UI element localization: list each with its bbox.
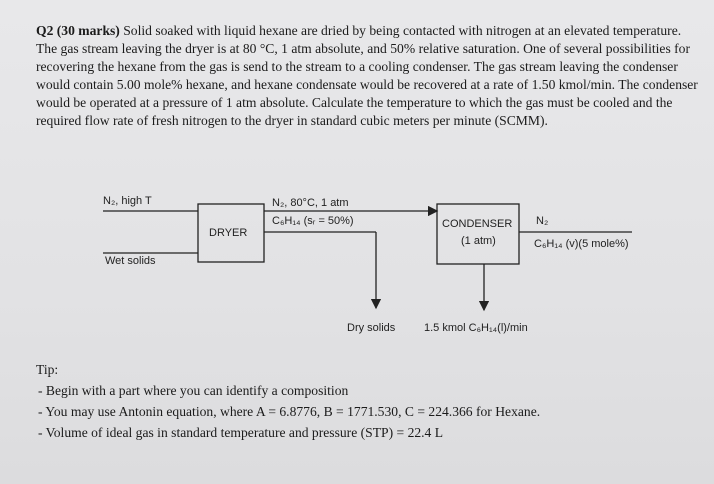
label-outlet-n2: N₂: [536, 215, 549, 227]
label-wet-solids: Wet solids: [105, 255, 156, 267]
label-dry-solids: Dry solids: [347, 322, 396, 334]
tips-section: [36, 359, 696, 443]
label-n2-inlet: N₂, high T: [103, 195, 152, 207]
label-dryer: DRYER: [209, 227, 248, 239]
tip-item: - Volume of ideal gas in standard temperature and pressure (STP) = 22.4 L: [38, 425, 444, 440]
label-outlet-hexane: C₆H₁₄ (v)(5 mole%): [534, 238, 629, 250]
problem-statement: [36, 22, 704, 131]
label-condenser: CONDENSER: [442, 218, 513, 230]
label-stream2-line1: N₂, 80°C, 1 atm: [272, 197, 349, 209]
tip-item: - Begin with a part where you can identify a composition: [38, 383, 349, 398]
problem-text: Solid soaked with liquid hexane are dried by being contacted with nitrogen at an elevated temperature. The gas stream leaving the dryer is at 80 °C, 1 atm absolute, and 50% relative saturation. One of several possibilities for recovering the hexane from the gas is send to the stream to a cooling condenser. The gas stream leaving the condenser would contain 5.00 mole% hexane, and hexane condensate would be recovered at a rate of 1.50 kmol/min. The condenser would be operated at a pressure of 1 atm absolute. Calculate the temperature to which the gas must be cooled and the required flow rate of fresh nitrogen to the dryer in standard cubic meters per minute (SCMM).: [36, 23, 698, 129]
tips-title: Tip:: [36, 362, 59, 377]
condenser-unit: [437, 204, 519, 264]
problem-heading: Q2 (30 marks): [36, 23, 120, 38]
tip-item: - You may use Antonin equation, where A = 6.8776, B = 1771.530, C = 224.366 for Hexane.: [38, 404, 541, 419]
label-condensate: 1.5 kmol C₆H₁₄(l)/min: [424, 322, 528, 334]
label-condenser-pressure: (1 atm): [461, 235, 496, 247]
label-stream2-line2: C₆H₁₄ (sᵣ = 50%): [272, 215, 354, 227]
